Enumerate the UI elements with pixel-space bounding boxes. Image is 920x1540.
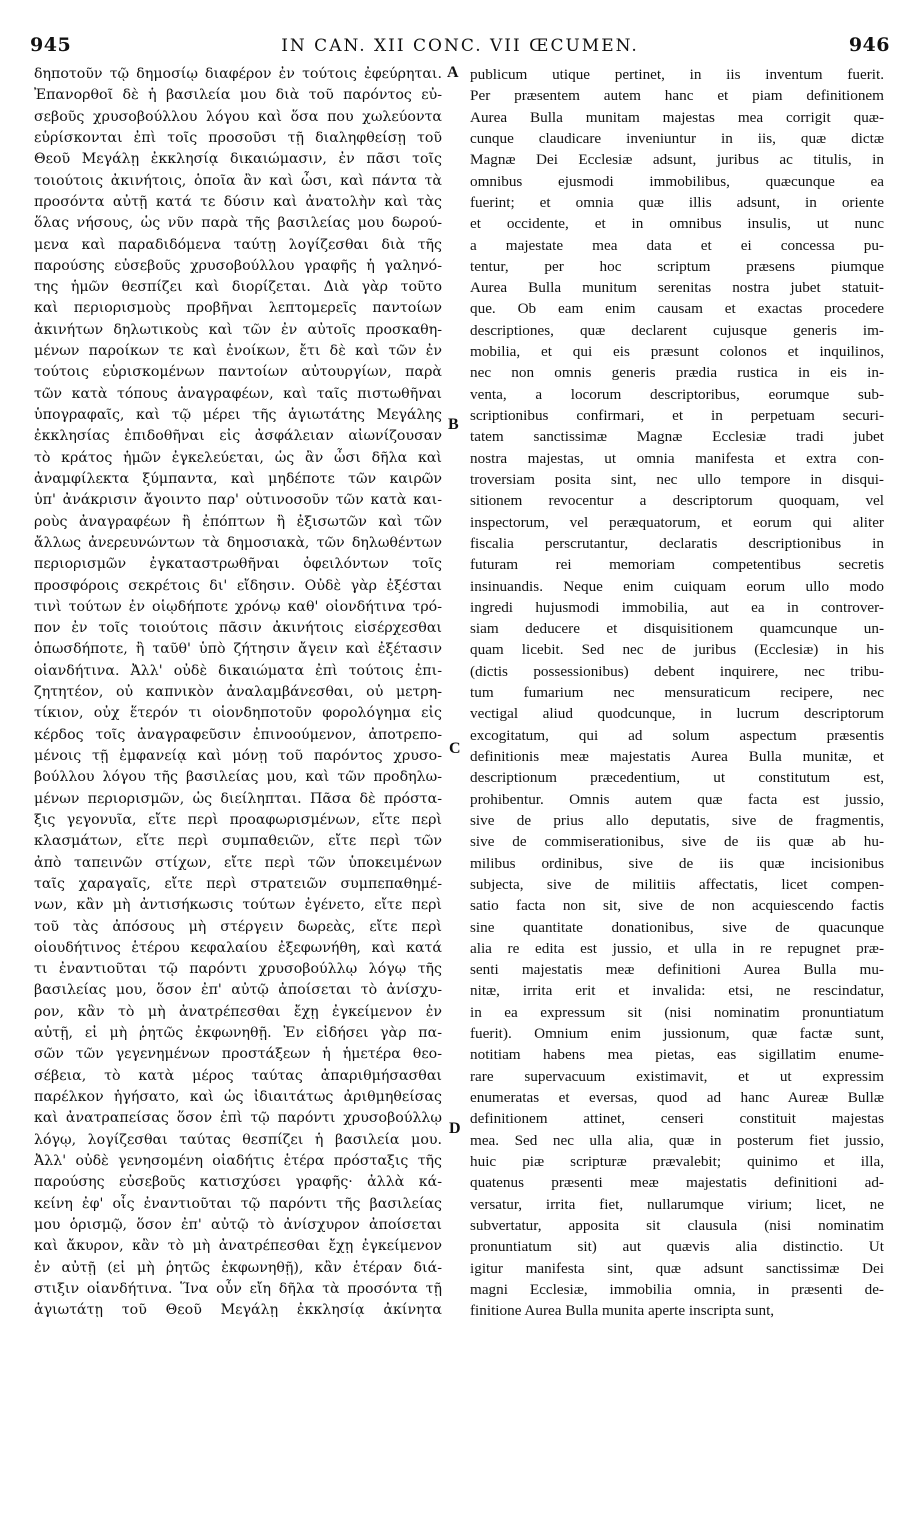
latin-text-line: tum fumarium nec mensuraticum recipere, nec [470,684,884,702]
latin-text-line: nec non omnis generis prædia rustica in eis in- [470,364,884,382]
latin-text-line: subvertatur, apposita sit clausula (nisi nominatim [470,1216,884,1234]
greek-text-line: τοῦ τὰς ἀπόσους μὴ στέργειν δωρεὰς, εἴτε περὶ [34,918,442,935]
latin-text-line: milibus ordinibus, sive de iis quæ incisionibus [470,854,884,872]
latin-text-line: tatem sanctissimæ Magnæ Ecclesiæ tradi jubet [470,428,884,446]
greek-text-line: στιξιν οἱανδήτινα. Ἵνα οὖν εἴη δῆλα τὰ προσόντα τῇ [34,1280,442,1297]
latin-text-line: futuram rei memoriam competentibus secretis [470,556,884,574]
latin-text-column [470,64,884,1321]
greek-text-line: Ἀλλ' οὐδὲ γενησομένη οἱαδήτις ἑτέρα πρόσταξις τῆς [34,1152,442,1169]
greek-text-line: νων, κἂν μὴ ἀντισήκωσις τούτων ἐγένετο, εἴτε περὶ [34,897,442,914]
greek-text-line: κλασμάτων, εἴτε περὶ συμπαθειῶν, εἴτε περὶ τῶν [34,833,442,850]
margin-marker-d: D [449,1120,461,1137]
page-header [30,34,890,62]
latin-text-line: pronuntiatum sit) aut quævis alia distinctio. Ut [470,1238,884,1256]
greek-text-line: μενα καὶ παραδιδόμενα ταύτῃ λογίζεσθαι διὰ τῆς [34,236,442,253]
greek-text-line: μένων περιορισμῶν, ὡς διείληπται. Πᾶσα δὲ πρόστα- [34,790,442,807]
latin-text-line: magni Ecclesiæ, immobilia omnia, in præsenti de- [470,1280,884,1298]
latin-text-line: sitionem revocentur a descriptorum quoquam, vel [470,492,884,510]
latin-text-line: mea. Sed nec ulla alia, quæ in posterum fiet jussio, [470,1131,884,1149]
latin-text-line: fiscalia perscrutantur, declaratis descriptionibus in [470,534,884,552]
greek-text-line: ὑπ' ἀνάκρισιν ἄγοιντο παρ' οὑτινοσοῦν τῶν κατὰ και- [34,492,442,509]
margin-marker-b: B [448,416,459,433]
greek-text-line: παρούσης εὐσεβοῦς κατισχύσει γραφῆς· ἀλλὰ κά- [34,1174,442,1191]
greek-text-line: μου ὁρισμῷ, ὅσον ἐπ' αὐτῷ τὸ ἀνίσχυρον ἀποίσεται [34,1216,442,1233]
latin-text-line: Per præsentem autem hanc et piam definitionem [470,87,884,105]
greek-text-line: ἐν αὐτῇ (εἰ μὴ ῥητῶς ἐκφωνηθῇ), κἂν ἑτέραν διά- [34,1259,442,1276]
greek-text-line: σῶν τῶν γεγενημένων προστάξεων ἡ ἡμετέρα θεο- [34,1046,442,1063]
latin-text-line: finitione Aurea Bulla munita aperte inscripta sunt, [470,1302,775,1320]
greek-text-line: τίκιον, οὐχ ἕτερόν τι οἱονδηποτοῦν φορολόγημα εἰς [34,705,442,722]
greek-text-line: μένων παροίκων τε καὶ ἐνοίκων, ἔτι δὲ καὶ τῶν ἐν [34,343,442,360]
latin-text-line: excogitatum, qui ad solum aspectum præsentis [470,726,884,744]
latin-text-line: definitionis meæ majestatis Aurea Bulla munitæ, et [470,748,884,765]
greek-text-line: προσόντα αὐτῇ κατά τε δύσιν καὶ ἀνατολὴν καὶ τὰς [34,193,442,210]
latin-text-line: sive de commiserationibus, sive de iis quæ ab hu- [470,833,884,851]
latin-text-line: venta, a locorum descriptoribus, eorumque sub- [470,385,884,403]
latin-text-line: troversiam posita sint, nec ullo tempore in disqui- [470,470,884,488]
latin-text-line: Magnæ Dei Ecclesiæ adsunt, juribus ac titulis, in [470,151,884,169]
greek-text-line: τούτοις εὑρισκομένων παντοίων αὐτουργίων, παρὰ [34,364,442,381]
latin-text-line: in ea expressum sit (nisi nominatim pronuntiatum [470,1003,884,1021]
greek-text-line: ἀναμφίλεκτα ξύμπαντα, καὶ μηδέποτε τῶν καιρῶν [34,470,442,487]
latin-text-line: igitur manifesta sint, quæ adsunt sanctissimæ Dei [470,1259,884,1277]
greek-text-line: οἱανδήτινα. Ἀλλ' οὐδὲ δικαιώματα ἐπὶ τούτοις ἐπι- [34,662,442,679]
greek-text-line: ταῖς χαραγαῖς, εἴτε περὶ στρατειῶν συμπεπαθημέ- [34,875,442,892]
latin-text-line: scriptionibus confirmari, et in perpetuam securi- [470,407,884,424]
latin-text-line: siam deducere et disquisitionem quamcunque un- [470,620,884,638]
margin-marker-a: A [447,64,459,81]
greek-text-line: ἀπὸ ταπεινῶν στίχων, εἴτε περὶ τῶν ὑποκειμένων [34,854,442,871]
greek-text-line: εὑρίσκονται ἐπὶ τοῖς προσοῦσι τῇ διαληφθείσῃ τοῦ [34,129,442,146]
page-number-right: 946 [848,34,890,56]
latin-text-line: vectigal aliud quodcunque, in lucrum descriptorum [470,705,884,723]
margin-marker-c: C [449,740,461,757]
greek-text-line: ρον, κἂν τὸ μὴ ἀνατρέπεσθαι ἔχῃ ἐγκείμενον ἐν [34,1003,442,1020]
greek-text-line: Ἐπανορθοῖ δὲ ἡ βασιλεία μου διὰ τοῦ παρόντος εὐ- [34,87,442,104]
latin-text-line: sive de prius allo deputatis, sive de fragmentis, [470,811,884,829]
greek-text-line: παρέλκον ἡγήσατο, καὶ ὡς ἰδιαιτάτως ἀριθμηθείσας [34,1089,442,1105]
greek-text-line: ξις γεγονυῖα, εἴτε περὶ προαφωρισμένων, εἴτε περὶ [34,811,442,828]
greek-text-line: κείνη ἐφ' οἷς ἐναντιοῦται τῷ παρόντι τῆς βασιλείας [34,1195,442,1212]
greek-text-line: της ἡμῶν θεσπίζει καὶ διορίζεται. Διὰ γὰρ τοῦτο [34,279,442,296]
latin-text-line: subjecta, sive de militiis affectatis, licet compen- [470,875,884,893]
greek-text-line: καὶ περιορισμοὺς προβῆναι λεπτομερεῖς παντοίων [34,300,442,317]
greek-text-column [34,64,442,1321]
latin-text-line: descriptiones, quæ declarent cujusque generis im- [470,321,884,339]
latin-text-line: rare supervacuum existimavit, et ut expressim [470,1067,884,1085]
latin-text-line: nostra majestas, ut omnia manifesta et extra con- [470,449,884,467]
greek-text-line: σεβοῦς χρυσοβούλλου λόγου καὶ ὅσα που χωλεύοντα [34,108,442,125]
greek-text-line: Θεοῦ Μεγάλῃ ἐκκλησίᾳ δικαιώμασιν, ἐν πᾶσι τοῖς [34,151,442,168]
latin-text-line: huic piæ scripturæ prævalebit; quinimo et illa, [470,1152,884,1170]
greek-text-line: τοιούτοις ἀκινήτοις, ὁποῖα ἂν καὶ ὦσι, καὶ πάντα τὰ [34,172,442,189]
greek-text-line: τι ἐναντιοῦται τῷ παρόντι χρυσοβούλλῳ λόγῳ τῆς [34,961,442,978]
latin-text-line: publicum utique pertinet, in iis inventum fuerit. [470,66,884,83]
latin-text-line: sine quantitate donationibus, sive de quacunque [470,918,884,936]
latin-text-line: Aurea Bulla munitum serenitas nostra jubet statuit- [470,279,884,297]
latin-text-line: versatur, irrita fiet, nullarumque virium; licet, ne [470,1195,884,1213]
greek-text-line: ἐκκλησίας ἐπιδοθῆναι εἰς ἀσφάλειαν αἰωνίζουσαν [34,428,442,445]
latin-text-line: descriptionum præcedentium, ut constitutum est, [470,769,884,787]
greek-text-line: βασιλείας μου, ὅσον ἐπ' αὐτῷ ἀποίσεται τὸ ἀνίσχυ- [34,982,442,999]
latin-text-line: que. Ob eam enim causam et exactas procedere [470,300,884,318]
greek-text-line: καὶ ἀνατραπείσας ὅσον ἐπὶ τῷ παρόντι χρυσοβούλλῳ [34,1110,442,1127]
latin-text-line: satio facta non sit, sive de non acquiescendo factis [470,897,884,915]
greek-text-line: προσφόροις σεκρέτοις δι' εἴδησιν. Οὐδὲ γὰρ ἐξέσται [34,577,442,594]
greek-text-line: βούλλου λόγου τῆς βασιλείας μου, καὶ τῶν προδηλω- [34,769,442,786]
latin-text-line: mobilia, et qui eis præsunt colonos et inquilinos, [470,343,884,361]
greek-text-line: ὁπωσδήποτε, ἢ ταῦθ' ὑπὸ ζήτησιν ἄγειν καὶ ἐξέτασιν [34,641,442,658]
latin-text-line: (dictis possessionibus) debent inquirere, nec tribu- [470,662,884,680]
greek-text-line: κέρδος τοῖς ἀναγραφεῦσιν ἐπινοούμενον, ἀποτρεπο- [34,726,442,743]
greek-text-line: δηποτοῦν τῷ δημοσίῳ διαφέρον ἐν τούτοις ἐφεύρηται. [34,66,442,82]
latin-text-line: prohibentur. Omnis autem quæ facta est jussio, [470,790,884,808]
greek-text-line: ἀκινήτων δηλωτικοὺς καὶ τῶν ἐν αὐτοῖς προσκαθη- [34,321,442,338]
greek-text-line: μένοις τῇ ἐμφανείᾳ καὶ μόνῃ τοῦ παρόντος χρυσο- [34,748,442,764]
latin-text-line: alia re edita est jussio, et ulla in re repugnet præ- [470,939,884,957]
greek-text-line: ἁγιωτάτῃ τοῦ Θεοῦ Μεγάλῃ ἐκκλησίᾳ ἀκίνητα [34,1302,442,1319]
latin-text-line: definitionem attinet, censeri constituit majestas [470,1110,884,1128]
latin-text-line: a majestate mea data et ei concessa pu- [470,236,884,254]
greek-text-line: καὶ ἄκυρον, κἂν τὸ μὴ ἀνατρέπεσθαι ἔχῃ ἐγκείμενον [34,1238,442,1255]
latin-text-line: insinuandis. Neque enim cuiquam eorum ullo modo [470,577,884,595]
latin-text-line: inspectorum, vel peræquatorum, et eorum qui aliter [470,513,884,531]
greek-text-line: πον ἐν τοῖς τοιούτοις πᾶσιν ἀκινήτοις εἰσέρχεσθαι [34,620,442,637]
greek-text-line: αὐτῇ, εἰ μὴ ῥητῶς ἐκφωνηθῇ. Ἐν εἰδήσει γὰρ πα- [34,1025,442,1042]
greek-text-line: τὸ κράτος ἡμῶν ἐγκελεύεται, ὡς ἂν ὦσι δῆλα καὶ [34,449,442,466]
latin-text-line: ingredi hujusmodi immobilia, aut ea in controver- [470,598,884,616]
greek-text-line: περιορισμῶν ἐγκαταστρωθῆναι ὀφειλόντων τοῖς [34,556,442,573]
latin-text-line: fuerint; et omnia quæ illis adsunt, in oriente [470,193,884,211]
greek-text-line: ζητητέον, οὐ καπνικὸν ἀναλαμβάνεσθαι, οὐ μετρη- [34,684,442,701]
greek-text-line: λόγῳ, λογίζεσθαι ταύτας θεσπίζει ἡ βασιλεία μου. [34,1131,442,1148]
greek-text-line: ροὺς ἀναγραφέων ἢ ἐπόπτων ἢ ἐξισωτῶν καὶ τῶν [34,513,442,530]
latin-text-line: fuerit). Omnium enim jussionum, quæ factæ sunt, [470,1025,884,1043]
greek-text-line: σέβεια, τὸ κατὰ μέρος ταύτας ἀπαριθμήσασθαι [34,1067,442,1084]
latin-text-line: senti majestatis meæ definitioni Aurea Bulla mu- [470,961,884,979]
latin-text-line: enumeratas et eversas, quod ad hanc Aureæ Bullæ [470,1089,884,1106]
latin-text-line: quatenus præsenti meæ majestatis definitioni ad- [470,1174,884,1192]
latin-text-line: Aurea Bulla munitam majestas mea corrigit quæ- [470,108,884,126]
greek-text-line: ὑπογραφαῖς, καὶ τῷ μέρει τῆς ἁγιωτάτης Μεγάλης [34,407,442,423]
latin-text-line: nitæ, irrita erit et invalida: etsi, ne rescindatur, [470,982,884,1000]
greek-text-line: οἱουδήτινος ἑτέρου κεφαλαίου ἐξεφωνήθη, καὶ κατά [34,939,442,956]
greek-text-line: παρούσης εὐσεβοῦς χρυσοβούλλου γραφῆς ἡ γαληνό- [34,257,442,274]
latin-text-line: notitiam habens mea pietas, eas sigillatim enume- [470,1046,884,1064]
greek-text-line: τῶν κατὰ τόπους ἀναγραφέων, καὶ ταῖς πιστωθῆναι [34,385,442,402]
latin-text-line: cunque claudicare inveniuntur in iis, quæ dictæ [470,129,884,147]
latin-text-line: quam licebit. Sed nec de juribus (Ecclesiæ) in his [470,641,884,659]
latin-text-line: tentur, per hoc scriptum præsens piumque [470,257,884,275]
latin-text-line: et occidente, et in omnibus insulis, ut nunc [470,215,884,233]
greek-text-line: ὅλας νήσους, ὡς νῦν παρὰ τῆς βασιλείας μου δωρού- [34,215,442,232]
page-number-left: 945 [30,34,72,56]
running-title: IN CAN. XII CONC. VII ŒCUMEN. [281,36,639,56]
latin-text-line: omnibus ejusmodi immobilibus, quæcunque ea [470,172,884,190]
greek-text-line: τινὶ τούτων ἐν οἱῳδήποτε χρόνῳ καθ' οἱονδήτινα τρό- [34,598,442,615]
greek-text-line: ἄλλως ἀνερευνώντων τὰ δημοσιακὰ, τῶν δηλωθέντων [34,534,442,551]
